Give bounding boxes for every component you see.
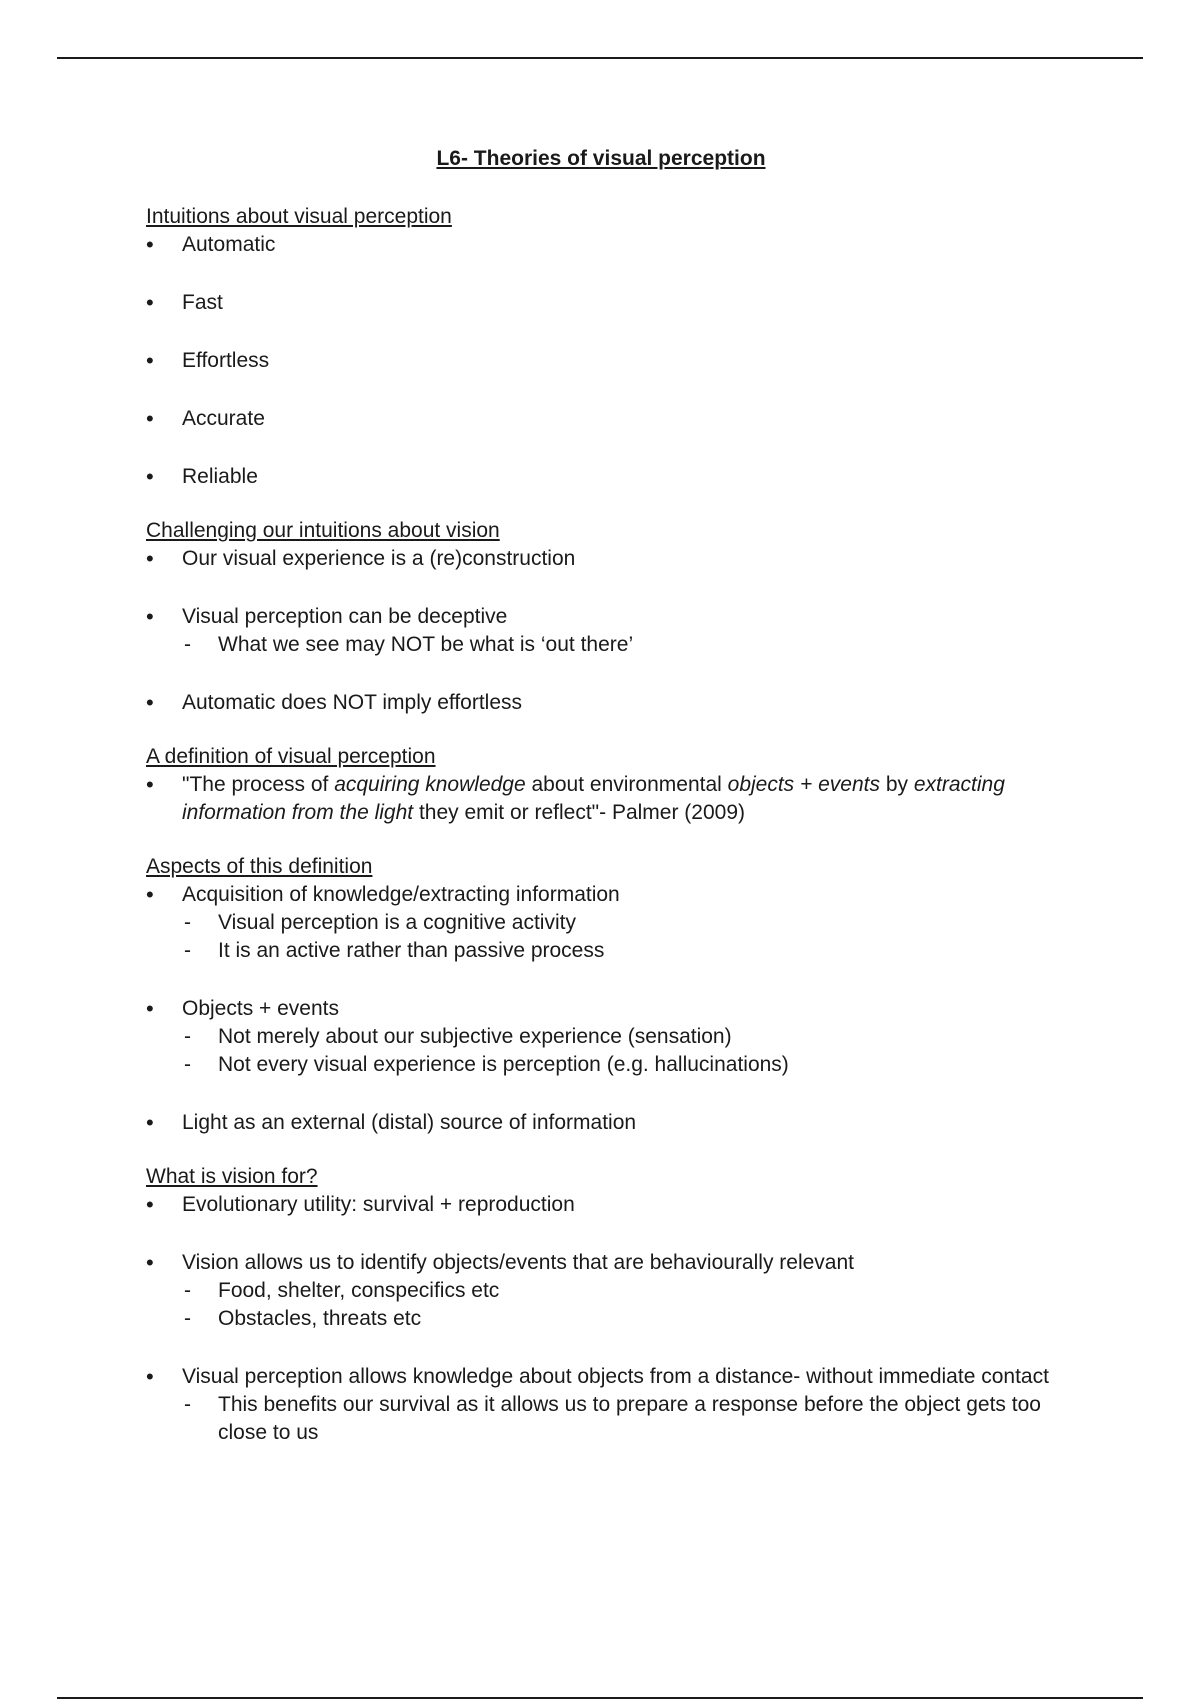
quote-emphasis: objects + events [727,773,880,796]
list-item [146,289,1066,317]
bullet-text: Vision allows us to identify objects/events that are behaviourally relevant [182,1251,854,1274]
bullet-text: Acquisition of knowledge/extracting information [182,883,620,906]
list-item [146,603,1066,659]
bullet-list [146,881,1066,1137]
list-item [146,463,1066,491]
list-item [146,881,1066,965]
list-item [146,1249,1066,1333]
sub-item: - Visual perception is a cognitive activity [182,909,1066,937]
footer-rule [57,1697,1143,1699]
section-heading: Aspects of this definition [146,855,373,878]
bullet-text: Evolutionary utility: survival + reproduction [182,1193,575,1216]
section-vision-for [146,1163,1066,1447]
quote-text: they emit or reflect"- Palmer (2009) [413,801,746,824]
section-challenging [146,517,1066,717]
section-intuitions [146,203,1066,491]
section-heading: A definition of visual perception [146,745,436,768]
list-item [146,995,1066,1079]
sub-item: - This benefits our survival as it allows us to prepare a response before the object gets too close to us [182,1391,1066,1447]
bullet-text: Accurate [182,407,265,430]
quote-text: about environmental [525,773,728,796]
list-item [146,231,1066,259]
section-aspects [146,853,1066,1137]
bullet-list [146,1191,1066,1447]
bullet-list [146,231,1066,491]
section-heading: What is vision for? [146,1165,318,1188]
sub-item: - Food, shelter, conspecifics etc [182,1277,1066,1305]
bullet-text: Our visual experience is a (re)construction [182,547,576,570]
header-rule [57,57,1143,59]
bullet-text: Light as an external (distal) source of information [182,1111,637,1134]
sub-list [182,631,1066,659]
list-item [146,1109,1066,1137]
list-item [146,1191,1066,1219]
bullet-list [146,771,1066,827]
quote-text: by [879,773,914,796]
bullet-text: Reliable [182,465,258,488]
bullet-text: Effortless [182,349,270,372]
sub-item: - Not merely about our subjective experience (sensation) [182,1023,1066,1051]
sub-list [182,1023,1066,1079]
section-heading: Intuitions about visual perception [146,205,452,228]
list-item [146,689,1066,717]
document-title: L6- Theories of visual perception [436,147,766,170]
sub-list [182,1391,1066,1447]
sub-item: - It is an active rather than passive process [182,937,1066,965]
quote-emphasis: extracting information from the light [182,773,1005,824]
list-item [146,405,1066,433]
list-item [146,545,1066,573]
bullet-list [146,545,1066,717]
document-page [146,145,1066,1473]
quote-emphasis: acquiring knowledge [334,773,526,796]
bullet-text: Visual perception allows knowledge about objects from a distance- without immediate contact [182,1365,1049,1388]
bullet-text: Automatic does NOT imply effortless [182,691,523,714]
bullet-text: Objects + events [182,997,339,1020]
section-heading: Challenging our intuitions about vision [146,519,500,542]
sub-item: - Not every visual experience is perception (e.g. hallucinations) [182,1051,1066,1079]
bullet-text: Fast [182,291,223,314]
section-definition [146,743,1066,827]
bullet-text: Automatic [182,233,276,256]
sub-list [182,909,1066,965]
definition-quote [146,771,1066,827]
quote-text: "The process of [182,773,335,796]
bullet-text: Visual perception can be deceptive [182,605,508,628]
list-item [146,347,1066,375]
sub-item: - What we see may NOT be what is ‘out there’ [182,631,1066,659]
sub-list [182,1277,1066,1333]
sub-item: - Obstacles, threats etc [182,1305,1066,1333]
list-item [146,1363,1066,1447]
